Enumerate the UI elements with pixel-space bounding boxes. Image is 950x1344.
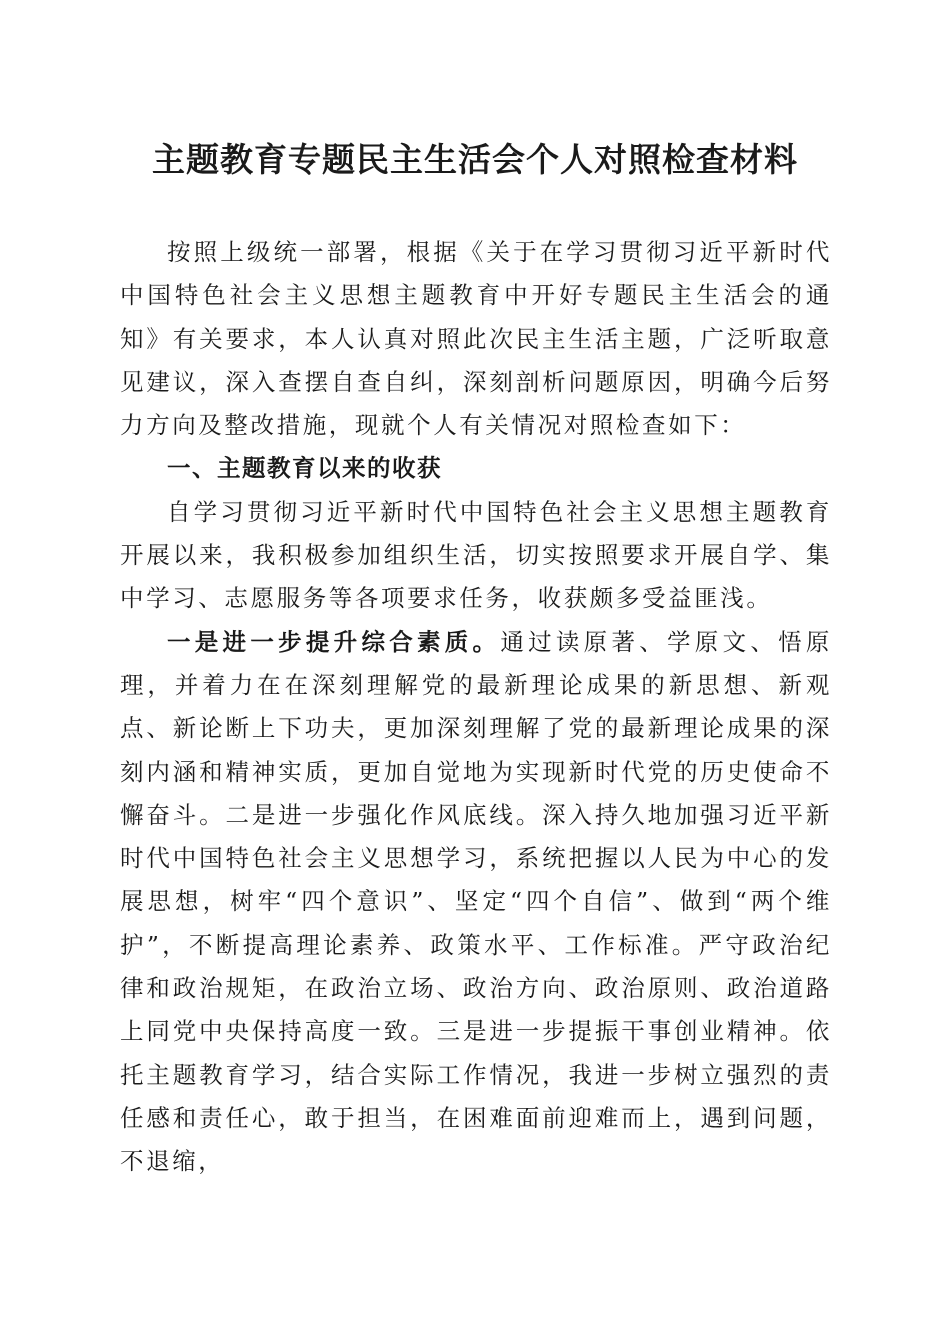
document-body [120,231,832,1184]
intro-paragraph: 按照上级统一部署，根据《关于在学习贯彻习近平新时代中国特色社会主义思想主题教育中开好专题民主生活会的通知》有关要求，本人认真对照此次民主生活主题，广泛听取意见建议，深入查摆自查自纠，深刻剖析问题原因，明确今后努力方向及整改措施，现就个人有关情况对照检查如下： [120,238,832,440]
document-title: 主题教育专题民主生活会个人对照检查材料 [152,140,798,179]
paragraph-lead-phrase: 一是进一步提升综合素质。 [167,627,501,656]
section-paragraph-1: 自学习贯彻习近平新时代中国特色社会主义思想主题教育开展以来，我积极参加组织生活，切实按照要求开展自学、集中学习、志愿服务等各项要求任务，收获颇多受益匪浅。 [120,497,832,613]
paragraph-body-text: 通过读原著、学原文、悟原理，并着力在在深刻理解党的最新理论成果的新思想、新观点、新论断上下功夫，更加深刻理解了党的最新理论成果的深刻内涵和精神实质，更加自觉地为实现新时代党的历史使命不懈奋斗。二是进一步强化作风底线。深入持久地加强习近平新时代中国特色社会主义思想学习，系统把握以人民为中心的发展思想，树牢“四个意识”、坚定“四个自信”、做到“两个维护”，不断提高理论素养、政策水平、工作标准。严守政治纪律和政治规矩，在政治立场、政治方向、政治原则、政治道路上同党中央保持高度一致。三是进一步提振干事创业精神。依托主题教育学习，结合实际工作情况，我进一步树立强烈的责任感和责任心，敢于担当，在困难面前迎难而上，遇到问题，不退缩， [120,627,833,1176]
section-heading: 一、主题教育以来的收获 [167,454,442,483]
section-paragraph-2 [120,621,832,1184]
